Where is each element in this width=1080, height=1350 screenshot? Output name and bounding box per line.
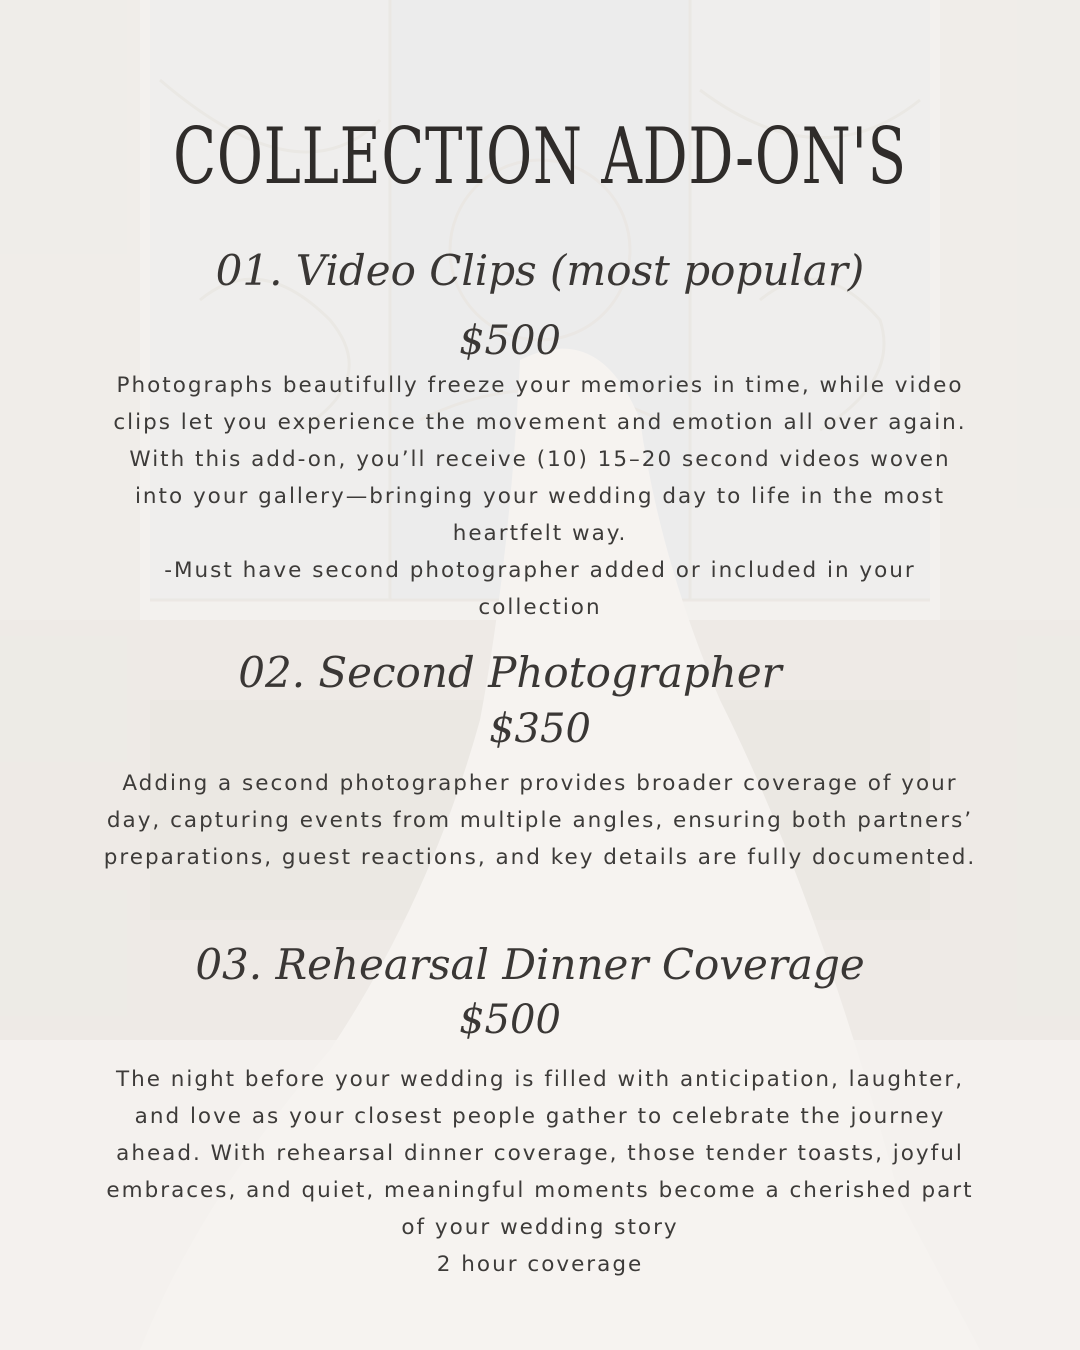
addon-1-description (110, 367, 970, 626)
addon-2-heading: 02. Second Photographer (238, 648, 782, 697)
addon-2-price: $350 (489, 706, 591, 752)
addon-1-description-text: Photographs beautifully freeze your memories in time, while video clips let you experience the movement and emotion all over again. With this add-on, you’ll receive (10) 15–20 second videos woven into your gallery—bringing your wedding day to life in the most heartfelt way. (113, 373, 967, 546)
addon-1-price: $500 (459, 318, 561, 364)
addon-3-note: 2 hour coverage (436, 1252, 644, 1277)
addon-3-price: $500 (459, 997, 561, 1043)
addon-3-heading: 03. Rehearsal Dinner Coverage (195, 940, 865, 989)
page-title: COLLECTION ADD-ON'S (173, 112, 907, 202)
addon-1-heading: 01. Video Clips (most popular) (215, 246, 865, 295)
addon-1-note: -Must have second photographer added or included in your collection (164, 558, 916, 620)
addon-3-description-text: The night before your wedding is filled with anticipation, laughter, and love as your closest people gather to celebrate the journey ahead. With rehearsal dinner coverage, those tender toasts, joyful embraces, and quiet, meaningful moments become a cherished part of your wedding story (106, 1067, 974, 1240)
addon-2-description (100, 765, 980, 876)
addon-2-description-text: Adding a second photographer provides broader coverage of your day, capturing events from multiple angles, ensuring both partners’ preparations, guest reactions, and key details are fully documented. (103, 771, 977, 870)
addon-3-description (100, 1061, 980, 1283)
